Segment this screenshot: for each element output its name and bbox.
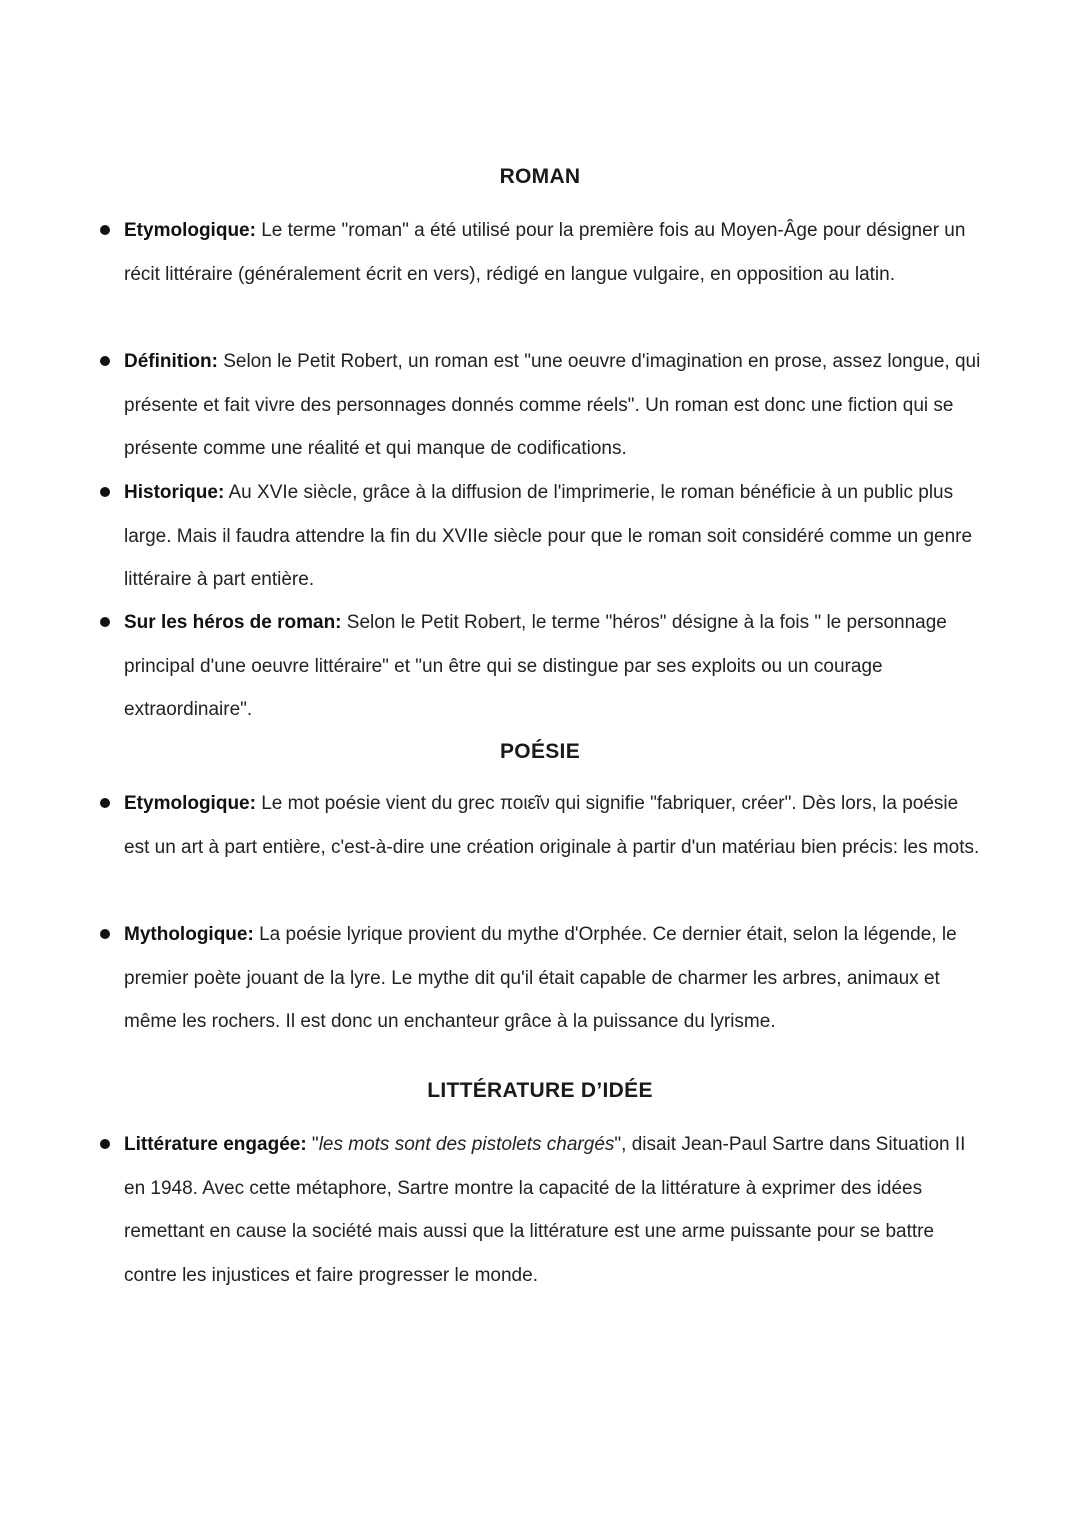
- item-term: Etymologique:: [124, 793, 256, 814]
- item-text: ", disait Jean-Paul Sartre dans Situation II en 1948. Avec cette métaphore, Sartre montre la capacité de la littérature à exprimer des idées remettant en cause la société mais aussi que la littérature est une arme puissante pour se battre contre les injustices et faire progresser le monde.: [124, 1134, 966, 1286]
- list-item-poesie-mythologique: [124, 913, 984, 1044]
- bullet-icon: [100, 1139, 110, 1149]
- section-title-litterature-idee: LITTÉRATURE D’IDÉE: [427, 1079, 653, 1102]
- list-item-litterature-engagee: [124, 1123, 984, 1297]
- list-item-roman-historique: [124, 471, 984, 602]
- bullet-icon: [100, 225, 110, 235]
- bullet-icon: [100, 356, 110, 366]
- item-term: Mythologique:: [124, 924, 254, 945]
- item-quote-open: ": [306, 1134, 319, 1155]
- item-quote-italic: les mots sont des pistolets chargés: [318, 1134, 615, 1155]
- list-item-poesie-etymologique: [124, 782, 984, 869]
- item-text: Au XVIe siècle, grâce à la diffusion de l'imprimerie, le roman bénéficie à un public plus large. Mais il faudra attendre la fin du XVIIe siècle pour que le roman soit considéré comme un genre littéraire à part entière.: [124, 482, 973, 591]
- section-title-roman: ROMAN: [499, 165, 581, 188]
- item-text: Le terme "roman" a été utilisé pour la première fois au Moyen-Âge pour désigner un récit littéraire (généralement écrit en vers), rédigé en langue vulgaire, en opposition au latin.: [124, 220, 966, 285]
- item-term: Littérature engagée:: [124, 1134, 307, 1155]
- bullet-icon: [100, 929, 110, 939]
- bullet-icon: [100, 798, 110, 808]
- bullet-icon: [100, 617, 110, 627]
- list-item-roman-heros: [124, 601, 984, 732]
- item-term: Sur les héros de roman:: [124, 612, 342, 633]
- list-item-roman-definition: [124, 340, 984, 471]
- item-text: Selon le Petit Robert, un roman est "une oeuvre d'imagination en prose, assez longue, qui présente et fait vivre des personnages donnés comme réels". Un roman est donc une fiction qui se présente comme une réalité et qui manque de codifications.: [124, 351, 981, 460]
- item-term: Historique:: [124, 482, 225, 503]
- section-title-poesie: POÉSIE: [500, 740, 580, 763]
- item-text: Le mot poésie vient du grec ποιεῖν qui signifie "fabriquer, créer". Dès lors, la poésie est un art à part entière, c'est-à-dire une création originale à partir d'un matériau bien précis: les mots.: [124, 793, 980, 858]
- item-term: Définition:: [124, 351, 218, 372]
- bullet-icon: [100, 487, 110, 497]
- item-text: Selon le Petit Robert, le terme "héros" désigne à la fois " le personnage principal d'une oeuvre littéraire" et "un être qui se distingue par ses exploits ou un courage extraordinaire".: [124, 612, 947, 721]
- item-term: Etymologique:: [124, 220, 256, 241]
- item-text: La poésie lyrique provient du mythe d'Orphée. Ce dernier était, selon la légende, le premier poète jouant de la lyre. Le mythe dit qu'il était capable de charmer les arbres, animaux et même les rochers. Il est donc un enchanteur grâce à la puissance du lyrisme.: [124, 924, 957, 1033]
- list-item-roman-etymologique: [124, 209, 984, 296]
